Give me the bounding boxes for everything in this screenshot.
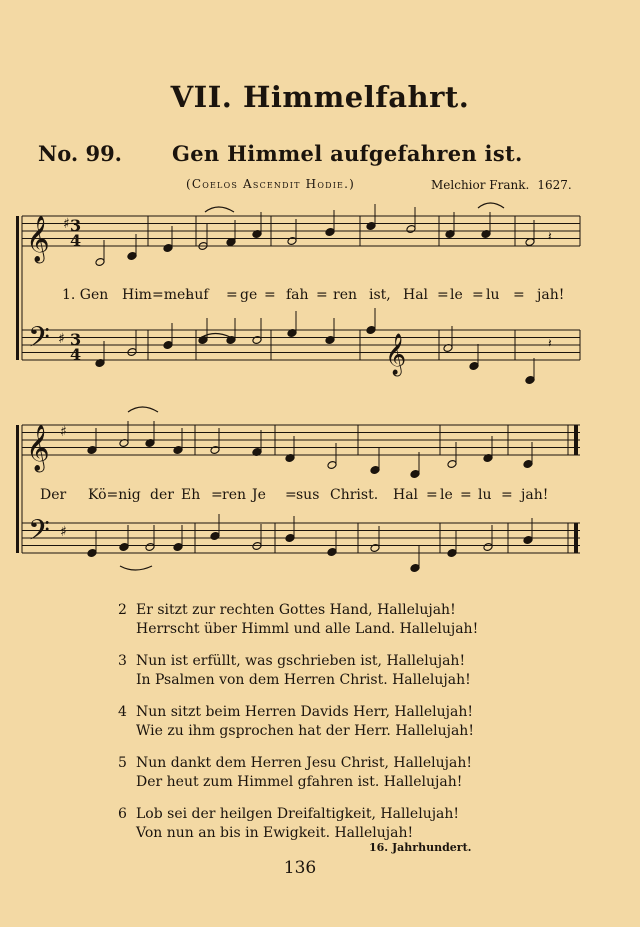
lyric-syllable: der: [150, 487, 174, 503]
lyric-syllable: =: [211, 487, 223, 503]
final-barline: [574, 523, 578, 553]
lyric-syllable: =: [472, 287, 484, 303]
treble-clef: 𝄞: [26, 425, 50, 471]
slur: [205, 207, 234, 212]
lyric-syllable: Eh: [181, 487, 201, 503]
lyric-syllable: Hal: [393, 487, 419, 503]
time-signature-top: 3: [70, 216, 82, 235]
final-barline: [574, 425, 578, 455]
slur: [202, 334, 230, 338]
lyric-syllable: jah!: [521, 487, 549, 503]
slur: [120, 566, 152, 570]
page-number: 136: [283, 858, 317, 878]
verse-number: 3: [118, 653, 127, 669]
lyric-syllable: lu: [478, 487, 492, 503]
lyric-syllable: =: [501, 487, 513, 503]
lyric-syllable: =: [285, 487, 297, 503]
treble-clef-change: 𝄞: [385, 334, 407, 375]
verse-number: 6: [118, 806, 127, 822]
verse-line: Er sitzt zur rechten Gottes Hand, Hallelujah!: [136, 602, 456, 618]
lyric-syllable: fah: [286, 287, 309, 303]
verse-line: Herrscht über Himml und alle Land. Hallelujah!: [136, 621, 479, 637]
lyric-syllable: 1. Gen: [62, 287, 109, 303]
bass-clef: 𝄢: [28, 514, 50, 554]
lyric-syllable: ren: [222, 487, 246, 503]
lyric-syllable: Christ.: [330, 487, 379, 503]
rest: 𝄽: [548, 229, 552, 243]
lyric-syllable: =: [513, 287, 525, 303]
rest: 𝄽: [548, 336, 552, 350]
lyric-syllable: jah!: [537, 287, 565, 303]
bass-clef: 𝄢: [28, 321, 50, 361]
lyric-syllable: =: [264, 287, 276, 303]
verse-6: [118, 805, 538, 843]
latin-title: (Coelos Ascendit Hodie.): [186, 177, 355, 191]
hymn-number: No. 99.: [38, 141, 122, 166]
lyric-syllable: =: [316, 287, 328, 303]
sharp-sign: ♯: [63, 216, 70, 232]
verse-line: Nun sitzt beim Herren Davids Herr, Hallelujah!: [136, 704, 473, 720]
lyric-syllable: sus: [296, 487, 320, 503]
source-note: 16. Jahrhundert.: [369, 841, 472, 854]
slur: [128, 407, 158, 412]
verse-2: [118, 601, 538, 639]
verse-line: In Psalmen von dem Herren Christ. Hallelujah!: [136, 672, 471, 688]
verse-line: Von nun an bis in Ewigkeit. Hallelujah!: [136, 825, 414, 841]
system-bracket: [16, 216, 19, 360]
verse-list: [118, 601, 538, 856]
composer-name: Melchior Frank.: [431, 178, 530, 192]
treble-clef: 𝄞: [26, 216, 50, 262]
lyric-syllable: Je: [252, 487, 266, 503]
lyric-syllable: le: [450, 287, 463, 303]
slur: [478, 203, 504, 208]
lyric-syllable: lu: [486, 287, 500, 303]
lyric-syllable: Him=mel: [122, 287, 190, 303]
verse-number: 2: [118, 602, 127, 618]
lyric-syllable: ren: [333, 287, 357, 303]
time-signature-top: 3: [70, 330, 82, 349]
verse-line: Wie zu ihm gsprochen hat der Herr. Hallelujah!: [136, 723, 474, 739]
lyric-syllable: =: [426, 487, 438, 503]
lyric-syllable: le: [440, 487, 453, 503]
section-title: VII. Himmelfahrt.: [170, 80, 470, 114]
lyric-syllable: Kö=nig: [88, 487, 141, 503]
system-bracket: [16, 425, 19, 553]
lyric-syllable: =: [460, 487, 472, 503]
sharp-sign: ♯: [60, 524, 67, 540]
verse-3: [118, 652, 538, 690]
lyric-syllable: ist,: [369, 287, 391, 303]
time-signature-bottom: 4: [70, 345, 82, 364]
lyric-syllable: Hal: [403, 287, 429, 303]
lyric-syllable: ge: [240, 287, 258, 303]
verse-line: Nun ist erfüllt, was gschrieben ist, Hallelujah!: [136, 653, 466, 669]
verse-line: Nun dankt dem Herren Jesu Christ, Hallelujah!: [136, 755, 472, 771]
verse-4: [118, 703, 538, 741]
sharp-sign: ♯: [60, 424, 67, 440]
lyric-syllable: =: [437, 287, 449, 303]
verse-line: Der heut zum Himmel gfahren ist. Hallelujah!: [136, 774, 463, 790]
verse-number: 5: [118, 755, 127, 771]
sharp-sign: ♯: [58, 331, 65, 347]
lyric-syllable: =: [226, 287, 238, 303]
lyric-syllable: Der: [40, 487, 67, 503]
verse-number: 4: [118, 704, 127, 720]
lyric-syllable: auf: [186, 287, 209, 303]
time-signature-bottom: 4: [70, 231, 82, 250]
composer-year: 1627.: [537, 178, 572, 192]
verse-line: Lob sei der heilgen Dreifaltigkeit, Hallelujah!: [136, 806, 460, 822]
verse-5: [118, 754, 538, 792]
hymn-title: Gen Himmel aufgefahren ist.: [172, 141, 523, 166]
